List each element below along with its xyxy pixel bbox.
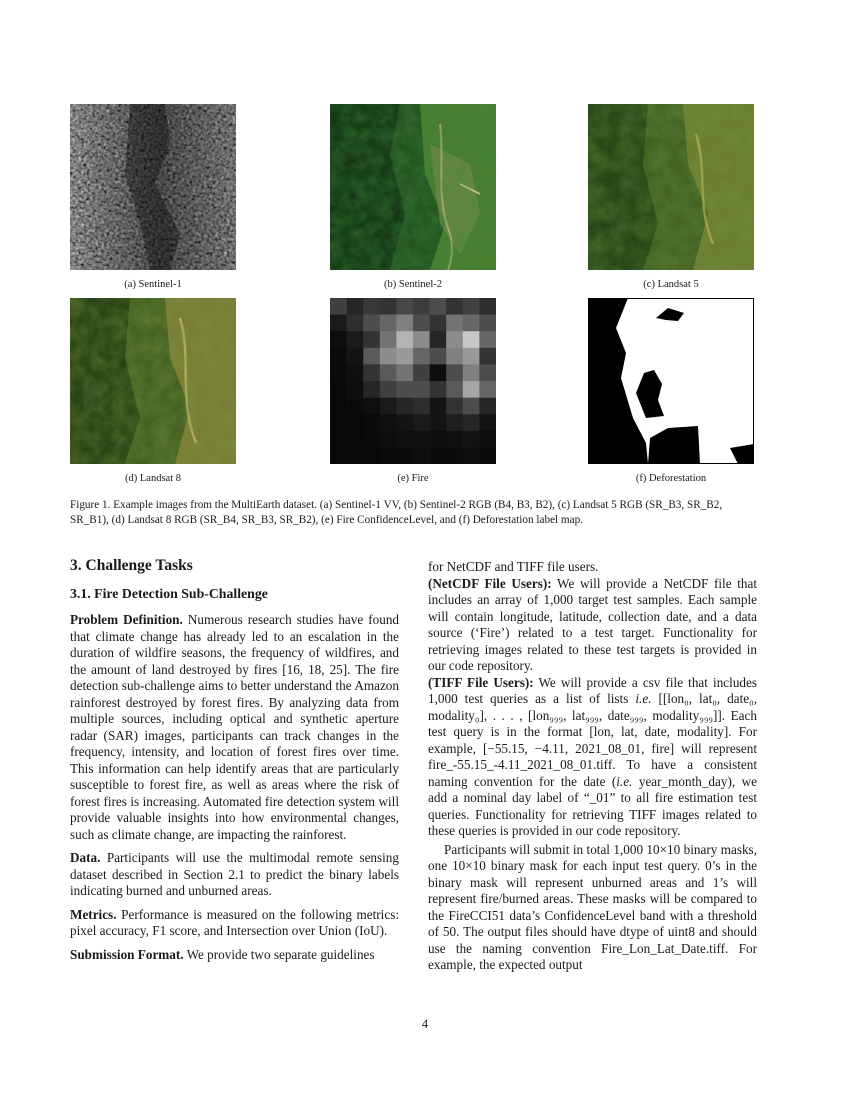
fire-cell bbox=[396, 398, 413, 415]
fire-cell bbox=[446, 398, 463, 415]
fire-cell bbox=[396, 364, 413, 381]
fire-cell bbox=[413, 348, 430, 365]
fire-cell bbox=[446, 348, 463, 365]
fire-cell bbox=[479, 381, 496, 398]
fire-cell bbox=[347, 398, 364, 415]
fire-cell bbox=[479, 364, 496, 381]
left-column bbox=[70, 556, 399, 963]
submission-format-label: Submission Format. bbox=[70, 946, 184, 962]
fire-cell bbox=[430, 447, 447, 464]
fire-cell bbox=[446, 315, 463, 332]
tiff-label: (TIFF File Users): bbox=[428, 674, 534, 690]
fire-cell bbox=[363, 431, 380, 448]
fire-cell bbox=[330, 315, 347, 332]
fire-cell bbox=[479, 348, 496, 365]
fire-cell bbox=[430, 348, 447, 365]
caption-a: (a) Sentinel-1 bbox=[124, 279, 182, 290]
tiff-text-b: [[lon₀, lat₀, date₀, modality₀], . . . , [lon₉₉₉, lat₉₉₉, date₉₉₉, modality₉₉₉]]. Each test query is in the format [lon, lat, date, modality]. For example, [−55.15, −4.11, 2021_08_01, fire] will represent fire_-55.15_-4.11_2021_08_01.tiff. To have a consistent naming convention for the date ( bbox=[428, 691, 757, 789]
deforestation-label-map bbox=[588, 298, 754, 464]
fire-cell bbox=[430, 331, 447, 348]
fire-cell bbox=[363, 331, 380, 348]
fire-cell bbox=[330, 331, 347, 348]
fire-cell bbox=[363, 381, 380, 398]
fire-cell bbox=[430, 381, 447, 398]
fire-cell bbox=[380, 364, 397, 381]
fire-cell bbox=[479, 431, 496, 448]
metrics-paragraph bbox=[70, 907, 399, 940]
netcdf-paragraph bbox=[428, 576, 757, 675]
netcdf-text: We will provide a NetCDF file that includes an array of 1,000 target test samples. Each sample will contain longitude, latitude, collection date, and a data source (‘Fire’) related to a test target. Functionality for retrieving images related to these test targets is provided in our code repository. bbox=[428, 575, 757, 673]
fire-cell bbox=[347, 348, 364, 365]
fire-cell bbox=[463, 331, 480, 348]
fire-cell bbox=[380, 348, 397, 365]
page-number: 4 bbox=[421, 1017, 429, 1031]
fire-cell bbox=[363, 364, 380, 381]
fire-cell bbox=[347, 364, 364, 381]
tiff-text-c: year_month_day), we add a nominal day label of “_01” to all fire estimation test queries. Functionality for retrieving TIFF images related to these queries is provided in our code repository. bbox=[428, 773, 757, 838]
fire-cell bbox=[479, 447, 496, 464]
fire-cell bbox=[463, 381, 480, 398]
fire-cell bbox=[363, 348, 380, 365]
fire-cell bbox=[413, 381, 430, 398]
fire-cell bbox=[413, 364, 430, 381]
data-text: Participants will use the multimodal remote sensing dataset described in Section 2.1 to predict the binary labels indicating burned and unburned areas. bbox=[70, 850, 399, 898]
fire-cell bbox=[396, 381, 413, 398]
fire-cell bbox=[413, 447, 430, 464]
fire-cell bbox=[446, 447, 463, 464]
caption-b: (b) Sentinel-2 bbox=[383, 279, 443, 290]
fire-cell bbox=[413, 414, 430, 431]
submission-format-text: We provide two separate guidelines bbox=[183, 946, 375, 962]
fire-cell bbox=[463, 447, 480, 464]
problem-definition-text: Numerous research studies have found that climate change has already led to an escalation in the duration of wildfire seasons, the frequency of wildfires, and the amount of land destroyed by fires [16, 18, 25]. The fire detection sub-challenge aims to better understand the Amazon rainforest destroyed by forest fires. By analyzing data from multiple sources, including optical and synthetic aperture radar (SAR) images, participants can track changes in the frequency, intensity, and location of forest fires over time. This information can help identify areas that are particularly susceptible to forest fire, as well as areas where the risk of forest fires is increasing. Automated fire detection system will provide valuable insights into how environmental changes, such as climate change, are impacting the rainforest. bbox=[70, 612, 400, 842]
landsat8-image bbox=[70, 298, 236, 464]
fire-cell bbox=[330, 431, 347, 448]
fire-cell bbox=[430, 298, 447, 315]
problem-definition-paragraph bbox=[70, 612, 399, 843]
subsection-heading: 3.1. Fire Detection Sub-Challenge bbox=[70, 586, 268, 601]
fire-cell bbox=[330, 298, 347, 315]
fire-cell bbox=[430, 431, 447, 448]
fire-cell bbox=[430, 364, 447, 381]
fire-cell bbox=[413, 331, 430, 348]
fire-cell bbox=[413, 298, 430, 315]
fire-cell bbox=[347, 431, 364, 448]
tiff-text-a: We will provide a csv file that includes 1,000 test queries as a list of lists bbox=[428, 674, 757, 706]
submission-format-paragraph bbox=[70, 947, 399, 964]
data-label: Data. bbox=[70, 850, 101, 865]
fire-cell bbox=[347, 315, 364, 332]
fire-cell bbox=[396, 298, 413, 315]
fire-cell bbox=[463, 414, 480, 431]
fire-cell bbox=[446, 381, 463, 398]
fire-cell bbox=[347, 447, 364, 464]
metrics-label: Metrics. bbox=[70, 906, 117, 922]
fire-cell bbox=[330, 414, 347, 431]
fire-cell bbox=[463, 431, 480, 448]
fire-cell bbox=[380, 331, 397, 348]
problem-definition-label: Problem Definition. bbox=[70, 612, 183, 627]
fire-cell bbox=[347, 331, 364, 348]
fire-cell bbox=[446, 331, 463, 348]
fire-cell bbox=[347, 298, 364, 315]
guidelines-continuation: for NetCDF and TIFF file users. bbox=[428, 559, 599, 574]
fire-cell bbox=[396, 331, 413, 348]
fire-cell bbox=[363, 315, 380, 332]
data-paragraph bbox=[70, 850, 399, 900]
fire-cell bbox=[330, 447, 347, 464]
caption-d: (d) Landsat 8 bbox=[125, 473, 181, 484]
fire-cell bbox=[396, 414, 413, 431]
fire-cell bbox=[479, 298, 496, 315]
fire-cell bbox=[463, 315, 480, 332]
fire-cell bbox=[330, 348, 347, 365]
fire-cell bbox=[463, 398, 480, 415]
tiff-paragraph bbox=[428, 675, 757, 840]
fire-cell bbox=[446, 431, 463, 448]
fire-cell bbox=[446, 414, 463, 431]
netcdf-label: (NetCDF File Users): bbox=[428, 575, 552, 591]
fire-cell bbox=[396, 447, 413, 464]
fire-cell bbox=[363, 447, 380, 464]
fire-cell bbox=[380, 414, 397, 431]
fire-cell bbox=[430, 398, 447, 415]
fire-cell bbox=[396, 348, 413, 365]
fire-cell bbox=[380, 315, 397, 332]
sentinel1-image bbox=[70, 104, 236, 270]
right-column bbox=[428, 559, 757, 974]
fire-cell bbox=[463, 298, 480, 315]
fire-cell bbox=[446, 364, 463, 381]
fire-cell bbox=[380, 431, 397, 448]
fire-cell bbox=[479, 398, 496, 415]
landsat5-image bbox=[588, 104, 754, 270]
fire-cell bbox=[413, 431, 430, 448]
fire-cell bbox=[330, 398, 347, 415]
metrics-text: Performance is measured on the following metrics: pixel accuracy, F1 score, and Intersection over Union (IoU). bbox=[70, 906, 399, 938]
tiff-ie: i.e. bbox=[635, 691, 652, 706]
fire-cell bbox=[363, 298, 380, 315]
fire-cell bbox=[413, 398, 430, 415]
fire-cell bbox=[463, 348, 480, 365]
sentinel2-image bbox=[330, 104, 496, 270]
fire-cell bbox=[396, 315, 413, 332]
fire-cell bbox=[347, 381, 364, 398]
fire-cell bbox=[380, 298, 397, 315]
fire-cell bbox=[363, 414, 380, 431]
fire-cell bbox=[479, 414, 496, 431]
fire-cell bbox=[380, 381, 397, 398]
fire-cell bbox=[479, 331, 496, 348]
fire-cell bbox=[380, 447, 397, 464]
fire-confidence-image bbox=[330, 298, 496, 464]
fire-cell bbox=[330, 364, 347, 381]
tiff-ie-2: i.e. bbox=[616, 773, 633, 789]
fire-cell bbox=[430, 315, 447, 332]
fire-cell bbox=[463, 364, 480, 381]
caption-f: (f) Deforestation bbox=[635, 473, 707, 484]
fire-cell bbox=[330, 381, 347, 398]
fire-cell bbox=[396, 431, 413, 448]
section-heading: 3. Challenge Tasks bbox=[70, 557, 193, 574]
fire-cell bbox=[380, 398, 397, 415]
fire-cell bbox=[446, 298, 463, 315]
fire-cell bbox=[363, 398, 380, 415]
fire-cell bbox=[479, 315, 496, 332]
caption-c: (c) Landsat 5 bbox=[643, 279, 699, 290]
fire-cell bbox=[413, 315, 430, 332]
submission-masks-paragraph: Participants will submit in total 1,000 10×10 binary masks, one 10×10 binary mask for each input test query. 0’s in the binary mask will represent unburned areas and 1’s will represent fire/burned areas. These masks will be compared to the FireCCI51 data’s ConfidenceLevel band with a threshold of 50. The output files should have dtype of uint8 and should use the naming convention Fire_Lon_Lat_Date.tiff. For example, the expected output bbox=[428, 841, 757, 972]
caption-e: (e) Fire bbox=[397, 473, 429, 484]
fire-cell bbox=[347, 414, 364, 431]
figure-caption: Figure 1. Example images from the MultiEarth dataset. (a) Sentinel-1 VV, (b) Sentinel-2 RGB (B4, B3, B2), (c) Landsat 5 RGB (SR_B3, SR_B2, SR_B1), (d) Landsat 8 RGB (SR_B4, SR_B3, SR_B2), (e) Fire ConfidenceLevel, and (f) Deforestation label map. bbox=[70, 499, 723, 526]
fire-cell bbox=[430, 414, 447, 431]
